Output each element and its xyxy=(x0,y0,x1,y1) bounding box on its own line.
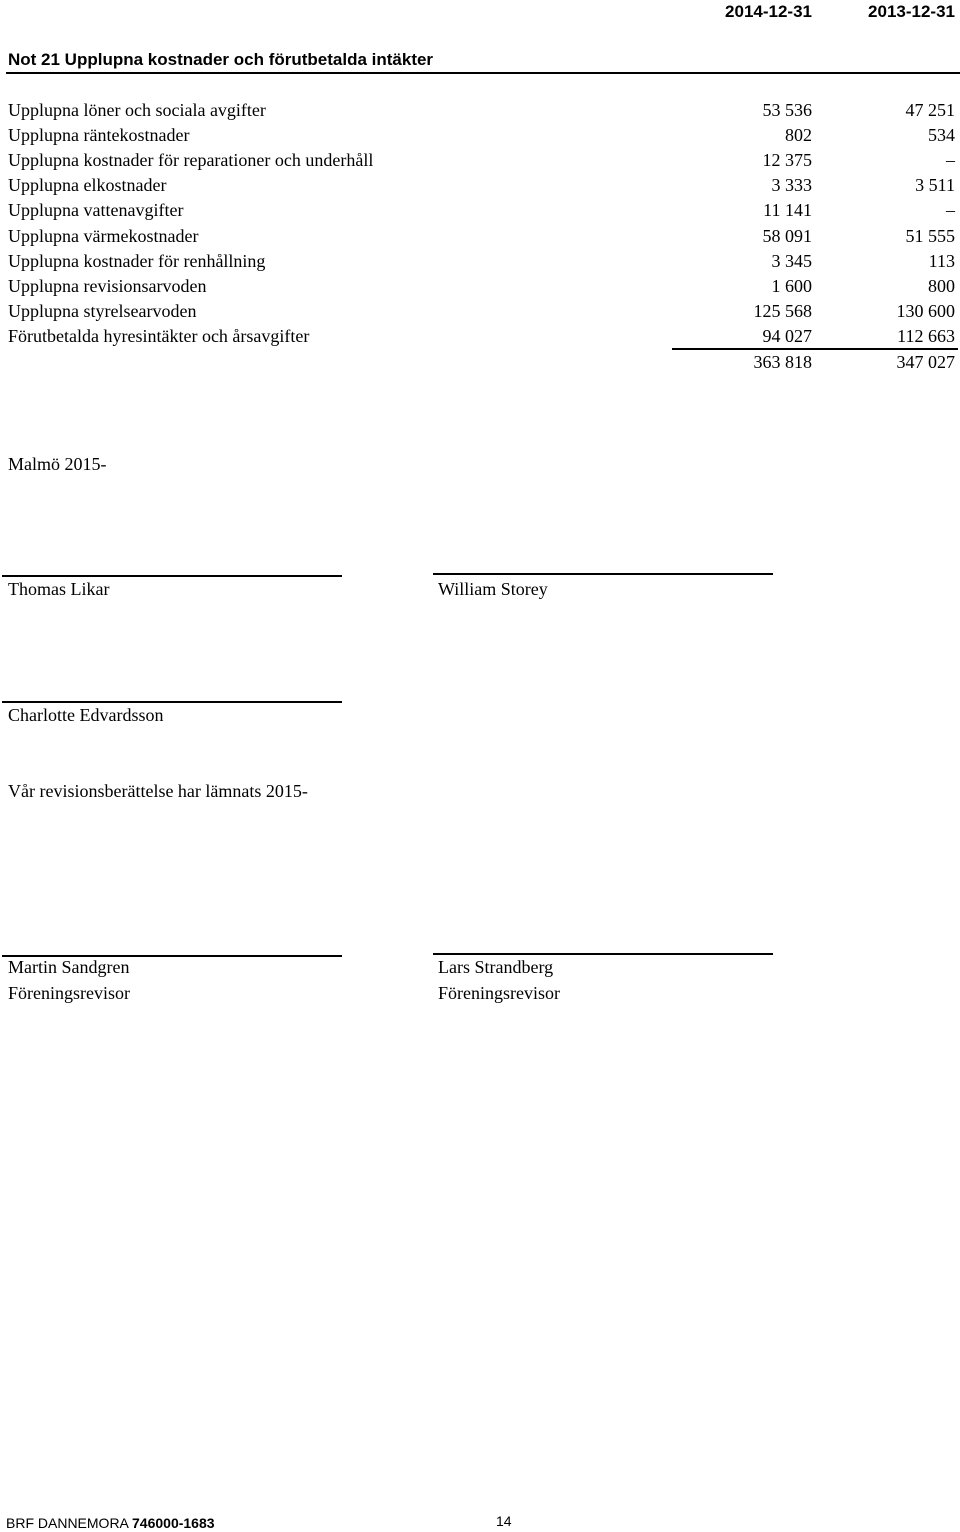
sum-rule-2013 xyxy=(815,348,958,350)
row-value-2014: 3 333 xyxy=(771,175,812,195)
table-row xyxy=(0,175,960,200)
column-header-2013: 2013-12-31 xyxy=(868,2,955,21)
row-value-2013: 130 600 xyxy=(896,301,955,321)
row-value-2013: 534 xyxy=(928,125,955,145)
row-label: Upplupna kostnader för renhållning xyxy=(8,251,266,271)
table-row xyxy=(0,276,960,301)
table-row xyxy=(0,150,960,175)
page-number: 14 xyxy=(496,1513,512,1529)
signatory-name: William Storey xyxy=(438,579,548,599)
auditor-role: Föreningsrevisor xyxy=(8,983,130,1003)
row-value-2014: 125 568 xyxy=(753,301,812,321)
row-value-2013: 3 511 xyxy=(915,175,955,195)
row-value-2014: 53 536 xyxy=(762,100,812,120)
signatory-name: Charlotte Edvardsson xyxy=(8,705,164,725)
signature-line xyxy=(433,573,773,575)
column-header-2014: 2014-12-31 xyxy=(725,2,812,21)
row-value-2014: 12 375 xyxy=(762,150,812,170)
row-label: Upplupna värmekostnader xyxy=(8,226,199,246)
total-value-2013: 347 027 xyxy=(896,352,955,372)
auditor-name: Martin Sandgren xyxy=(8,957,130,977)
row-label: Upplupna elkostnader xyxy=(8,175,167,195)
signature-line xyxy=(433,953,773,955)
row-value-2014: 3 345 xyxy=(771,251,812,271)
table-row xyxy=(0,200,960,225)
row-value-2013: 51 555 xyxy=(905,226,955,246)
signature-line xyxy=(2,575,342,577)
row-value-2013: – xyxy=(946,200,955,220)
signature-line xyxy=(2,701,342,703)
row-label: Upplupna räntekostnader xyxy=(8,125,190,145)
title-rule xyxy=(6,72,960,74)
row-label: Upplupna löner och sociala avgifter xyxy=(8,100,266,120)
row-value-2014: 94 027 xyxy=(762,326,812,346)
total-row xyxy=(0,352,960,377)
table-row xyxy=(0,100,960,125)
table-row xyxy=(0,125,960,150)
row-value-2014: 802 xyxy=(785,125,812,145)
auditor-name: Lars Strandberg xyxy=(438,957,554,977)
row-value-2014: 11 141 xyxy=(763,200,812,220)
signatory-name: Thomas Likar xyxy=(8,579,110,599)
note-title: Not 21 Upplupna kostnader och förutbetalda intäkter xyxy=(8,50,434,69)
row-value-2013: 112 663 xyxy=(897,326,955,346)
row-value-2013: 800 xyxy=(928,276,955,296)
row-label: Upplupna styrelsearvoden xyxy=(8,301,197,321)
table-row xyxy=(0,301,960,326)
row-value-2013: 113 xyxy=(928,251,955,271)
audit-statement: Vår revisionsberättelse har lämnats 2015- xyxy=(8,781,308,801)
row-value-2013: – xyxy=(946,150,955,170)
place-date: Malmö 2015- xyxy=(8,454,107,474)
row-label: Upplupna vattenavgifter xyxy=(8,200,184,220)
row-label: Förutbetalda hyresintäkter och årsavgifter xyxy=(8,326,310,346)
table-row xyxy=(0,251,960,276)
row-label: Upplupna revisionsarvoden xyxy=(8,276,207,296)
row-value-2013: 47 251 xyxy=(905,100,955,120)
auditor-role: Föreningsrevisor xyxy=(438,983,560,1003)
row-value-2014: 58 091 xyxy=(762,226,812,246)
table-row xyxy=(0,226,960,251)
footer-organization xyxy=(6,1515,215,1531)
sum-rule-2014 xyxy=(672,348,815,350)
row-value-2014: 1 600 xyxy=(771,276,812,296)
footer-org-number: 746000-1683 xyxy=(132,1515,215,1531)
row-label: Upplupna kostnader för reparationer och underhåll xyxy=(8,150,374,170)
footer-org-name: BRF DANNEMORA xyxy=(6,1515,129,1531)
total-value-2014: 363 818 xyxy=(753,352,812,372)
